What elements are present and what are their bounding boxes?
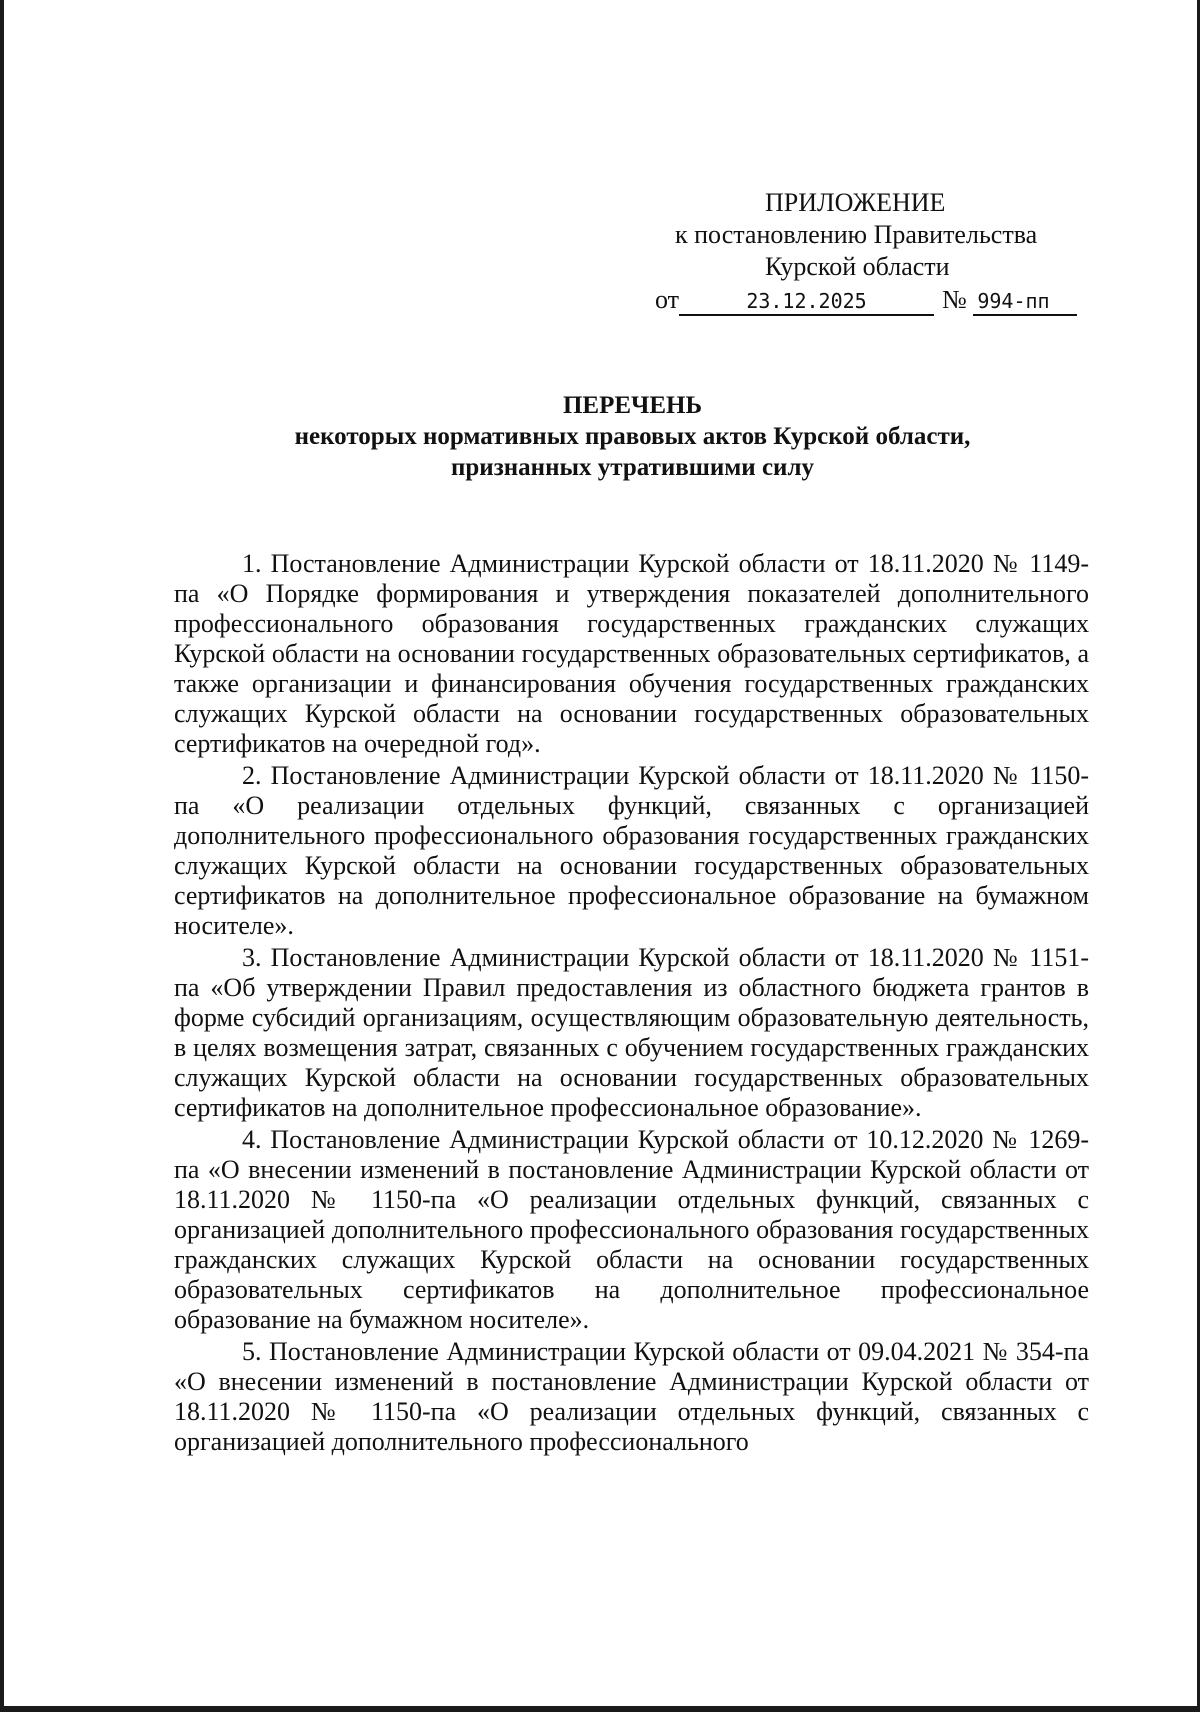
list-item: 5. Постановление Администрации Курской области от 09.04.2021 № 354-па «О внесении изменений в постановление Администрации Курской области от 18.11.2020 № 1150-па «О реализации отдельных функций, связанных с организацией дополнительного профессионального [174, 1337, 1089, 1456]
list-item: 2. Постановление Администрации Курской области от 18.11.2020 № 1150-па «О реализации отдельных функций, связанных с организацией дополнительного профессионального образования государственных гражданских служащих Курской области на основании государственных образовательных сертификатов на дополнительное профессиональное образование на бумажном носителе». [174, 761, 1089, 940]
heading-title: ПЕРЕЧЕНЬ [562, 392, 703, 419]
document-date: 23.12.2025 [679, 288, 934, 316]
appendix-reference: к постановлению Правительства [675, 220, 1038, 249]
list-item: 4. Постановление Администрации Курской области от 10.12.2020 № 1269-па «О внесении изменений в постановление Администрации Курской области от 18.11.2020 № 1150-па «О реализации отдельных функций, связанных с организацией дополнительного профессионального образования государственных гражданских служащих Курской области на основании государственных образовательных сертификатов на дополнительное профессиональное образование на бумажном носителе». [174, 1125, 1089, 1334]
scan-edge-left [0, 0, 4, 1712]
number-sign: № [942, 285, 967, 314]
date-prefix: от [655, 285, 680, 314]
document-heading [175, 390, 1090, 483]
appendix-region: Курской области [765, 252, 950, 281]
document-number: 994-пп [973, 288, 1077, 316]
list-item: 1. Постановление Администрации Курской области от 18.11.2020 № 1149-па «О Порядке формирования и утверждения показателей дополнительного профессионального образования государственных гражданских служащих Курской области на основании государственных образовательных сертификатов, а также организации и финансирования обучения государственных гражданских служащих Курской области на основании государственных образовательных сертификатов на очередной год». [174, 549, 1089, 758]
acts-list [174, 549, 1089, 1459]
heading-subtitle-line2: признанных утратившими силу [451, 454, 814, 481]
list-item: 3. Постановление Администрации Курской области от 18.11.2020 № 1151-па «Об утверждении Правил предоставления из областного бюджета грантов в форме субсидий организациям, осуществляющим образовательную деятельность, в целях возмещения затрат, связанных с обучением государственных гражданских служащих Курской области на основании государственных образовательных сертификатов на дополнительное профессиональное образование». [174, 943, 1089, 1122]
appendix-block [640, 187, 1110, 316]
appendix-date-line [640, 284, 1110, 316]
scan-edge-bottom [0, 1706, 1200, 1712]
heading-subtitle-line1: некоторых нормативных правовых актов Курской области, [294, 423, 971, 450]
appendix-title: ПРИЛОЖЕНИЕ [765, 188, 946, 217]
